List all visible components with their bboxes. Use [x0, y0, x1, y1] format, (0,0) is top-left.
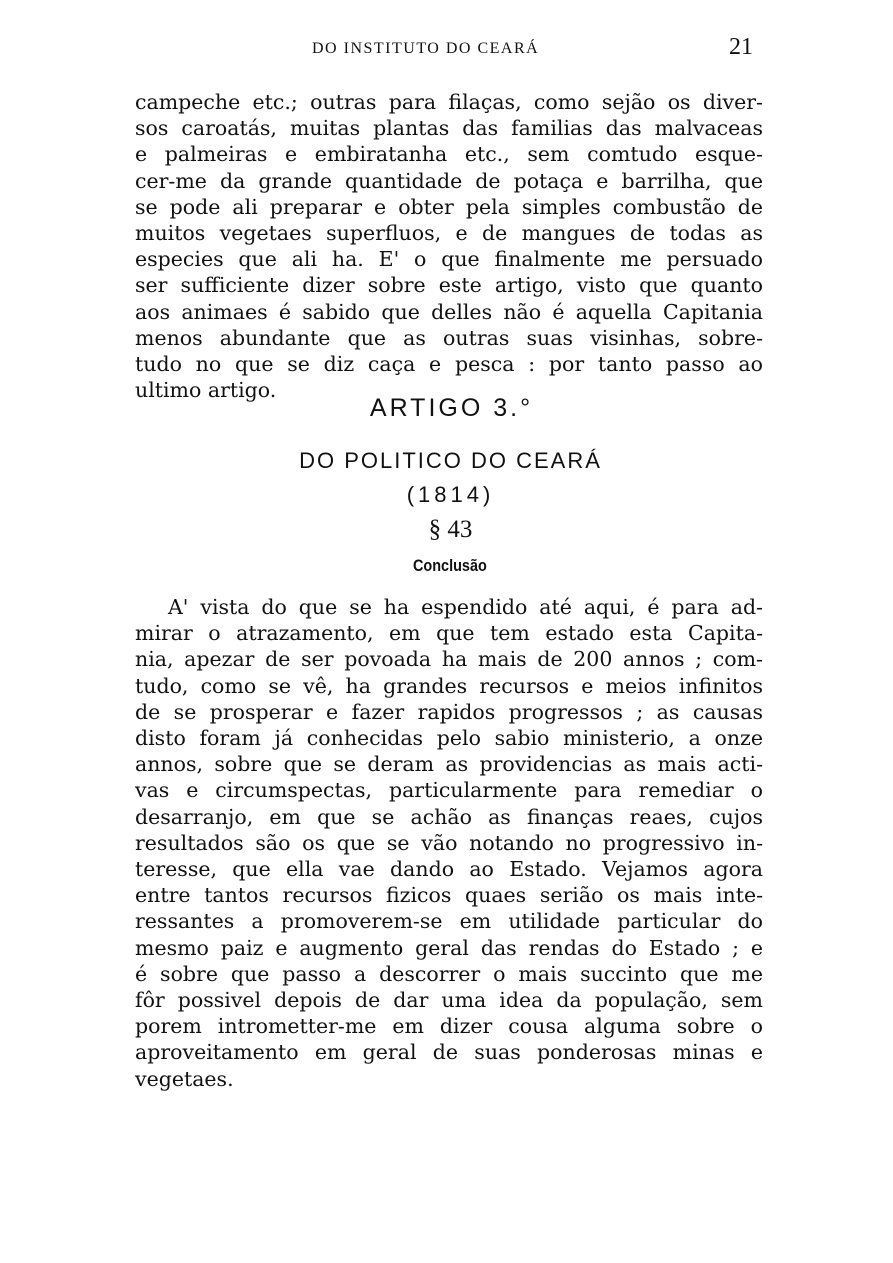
text-line: ser sufficiente dizer sobre este artigo, visto que quanto — [135, 273, 763, 298]
page-header — [0, 34, 893, 64]
text-line: cer-me da grande quantidade de potaça e barrilha, que — [135, 168, 763, 193]
text-line: vas e circumspectas, particularmente para remediar o — [135, 778, 763, 803]
body-paragraph — [135, 594, 763, 1092]
text-line: sos caroatás, muitas plantas das familias das malvaceas — [135, 116, 763, 141]
text-line: é sobre que passo a descorrer o mais succinto que me — [135, 961, 763, 986]
text-line: ultimo artigo. — [135, 378, 277, 403]
page-number: 21 — [729, 34, 753, 60]
text-line: se pode ali preparar e obter pela simples combustão de — [135, 194, 763, 219]
text-line: mesmo paiz e augmento geral das rendas do Estado ; e — [135, 935, 763, 960]
text-line: menos abundante que as outras suas visinhas, sobre- — [135, 325, 763, 350]
text-line: aproveitamento em geral de suas ponderosas minas e — [135, 1040, 763, 1065]
text-line: porem intrometter-me em dizer cousa alguma sobre o — [135, 1014, 763, 1039]
text-line: aos animaes é sabido que delles não é aquella Capitania — [135, 299, 763, 324]
text-line: tudo no que se diz caça e pesca : por tanto passo ao — [135, 352, 763, 377]
text-line: de se prosperar e fazer rapidos progressos ; as causas — [135, 699, 763, 724]
text-line: resultados são os que se vão notando no progressivo in- — [135, 830, 763, 855]
running-head: DO INSTITUTO DO CEARÁ — [312, 40, 540, 57]
text-line: muitos vegetaes superfluos, e de mangues de todas as — [135, 221, 763, 246]
text-line: fôr possivel depois de dar uma idea da população, sem — [135, 988, 763, 1013]
section-title: DO POLITICO DO CEARÁ — [299, 448, 602, 473]
article-heading: ARTIGO 3.° — [369, 394, 534, 422]
text-line: campeche etc.; outras para filaças, como sejão os diver- — [135, 90, 763, 114]
text-line: A' vista do que se ha espendido até aqui, é para ad- — [168, 595, 763, 619]
text-line: e palmeiras e embiratanha etc., sem comtudo esque- — [135, 142, 763, 167]
text-line: vegetaes. — [135, 1066, 234, 1091]
text-line: disto foram já conhecidas pelo sabio ministerio, a onze — [135, 726, 763, 751]
text-line: annos, sobre que se deram as providencias as mais acti- — [135, 752, 763, 777]
text-line: teresse, que ella vae dando ao Estado. Vejamos agora — [135, 857, 763, 882]
text-line: entre tantos recursos fizicos quaes serião os mais inte- — [135, 883, 763, 908]
text-line: ressantes a promoverem-se em utilidade particular do — [135, 909, 763, 934]
section-year: (1814) — [406, 482, 495, 507]
paragraph-mark: § 43 — [428, 516, 473, 543]
text-line: tudo, como se vê, ha grandes recursos e meios infinitos — [135, 673, 763, 698]
text-line: desarranjo, em que se achão as finanças reaes, cujos — [135, 804, 763, 829]
text-line: nia, apezar de ser povoada ha mais de 200 annos ; com- — [135, 647, 763, 672]
intro-paragraph — [135, 89, 763, 403]
subheading: Conclusão — [412, 556, 487, 575]
text-line: mirar o atrazamento, em que tem estado esta Capita- — [135, 621, 763, 646]
text-line: especies que ali ha. E' o que finalmente me persuado — [135, 247, 763, 272]
